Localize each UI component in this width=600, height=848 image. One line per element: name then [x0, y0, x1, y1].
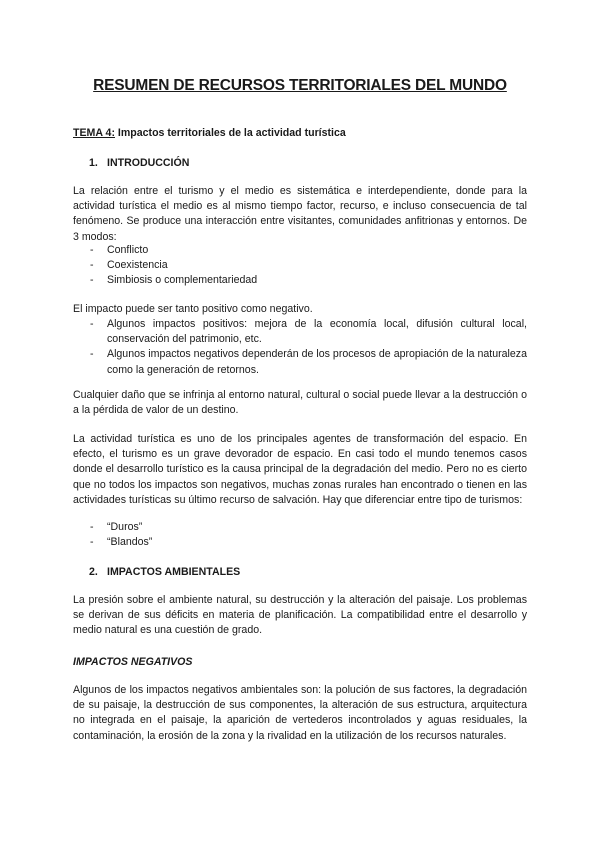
section-1-heading [89, 156, 189, 171]
mode-item: Simbiosis o complementariedad [107, 274, 258, 287]
topic-label: TEMA 4: [73, 127, 115, 139]
list-marker: - [90, 244, 94, 256]
list-item [90, 520, 527, 535]
mode-item: Coexistencia [107, 259, 168, 272]
intro-paragraph-1: La relación entre el turismo y el medio es sistemática e interdependiente, donde para la actividad turística el medio es al mismo tiempo factor, recurso, e incluso consecuencia de tal fenómeno. Se produce una interacción entre visitantes, comunidades anfitrionas y entornos. De 3 modos: [73, 185, 527, 243]
topic-title: Impactos territoriales de la actividad turística [114, 127, 346, 139]
list-marker: - [90, 348, 94, 361]
list-item [90, 243, 527, 258]
section-1-number: 1. [89, 157, 98, 169]
negative-impacts-heading: IMPACTOS NEGATIVOS [73, 656, 193, 668]
list-item [90, 317, 527, 347]
environment-paragraph-2: Algunos de los impactos negativos ambientales son: la polución de sus factores, la degradación de su paisaje, la destrucción de sus componentes, la alteración de sus estructura, arquitectura no integrada en el paisaje, la aparición de vertederos incontrolados y aguas residuales, la contaminación, la erosión de la zona y la rivalidad en la utilización de los recursos naturales. [73, 684, 527, 742]
intro-paragraph-2: El impacto puede ser tanto positivo como negativo. [73, 303, 313, 315]
list-item [90, 258, 527, 273]
list-marker: - [90, 318, 94, 330]
list-item [90, 535, 527, 550]
impacts-list [90, 317, 527, 378]
environment-paragraph-1: La presión sobre el ambiente natural, su destrucción y la alteración del paisaje. Los problemas se derivan de sus déficits en materia de planificación. La compatibilidad entre el desarrollo y medio natural es una cuestión de grado. [73, 594, 527, 637]
list-marker: - [90, 521, 94, 533]
topic-line [73, 126, 346, 141]
impact-item: Algunos impactos positivos: mejora de la economía local, difusión cultural local, conservación del patrimonio, etc. [107, 318, 527, 346]
list-item [90, 273, 527, 288]
list-marker: - [90, 259, 94, 272]
section-1-title: INTRODUCCIÓN [107, 157, 190, 169]
document-title: RESUMEN DE RECURSOS TERRITORIALES DEL MUNDO [93, 77, 507, 94]
modes-list [90, 243, 527, 289]
list-marker: - [90, 274, 94, 287]
list-marker: - [90, 536, 94, 549]
tourism-type-item: “Duros” [107, 521, 143, 533]
section-2-title: IMPACTOS AMBIENTALES [107, 566, 241, 578]
impact-item: Algunos impactos negativos dependerán de los procesos de apropiación de la naturaleza como la generación de retornos. [107, 348, 527, 376]
list-item [90, 347, 527, 377]
intro-paragraph-4: La actividad turística es uno de los principales agentes de transformación del espacio. En efecto, el turismo es un grave devorador de espacio. En casi todo el mundo tenemos casos donde el desarrollo turístico es la causa principal de la degradación del medio. Pero no es cierto que no todos los impactos son negativos, muchas zonas rurales han encontrado o tienen en las actividades turísticas su último recurso de salvación. Hay que diferenciar entre tipo de turismos: [73, 433, 527, 506]
mode-item: Conflicto [107, 244, 149, 256]
tourism-type-item: “Blandos” [107, 536, 153, 549]
section-2-heading [89, 565, 240, 580]
tourism-types-list [90, 520, 527, 550]
intro-paragraph-3: Cualquier daño que se infrinja al entorno natural, cultural o social puede llevar a la destrucción o a la pérdida de valor de un destino. [73, 389, 527, 417]
section-2-number: 2. [89, 566, 98, 578]
